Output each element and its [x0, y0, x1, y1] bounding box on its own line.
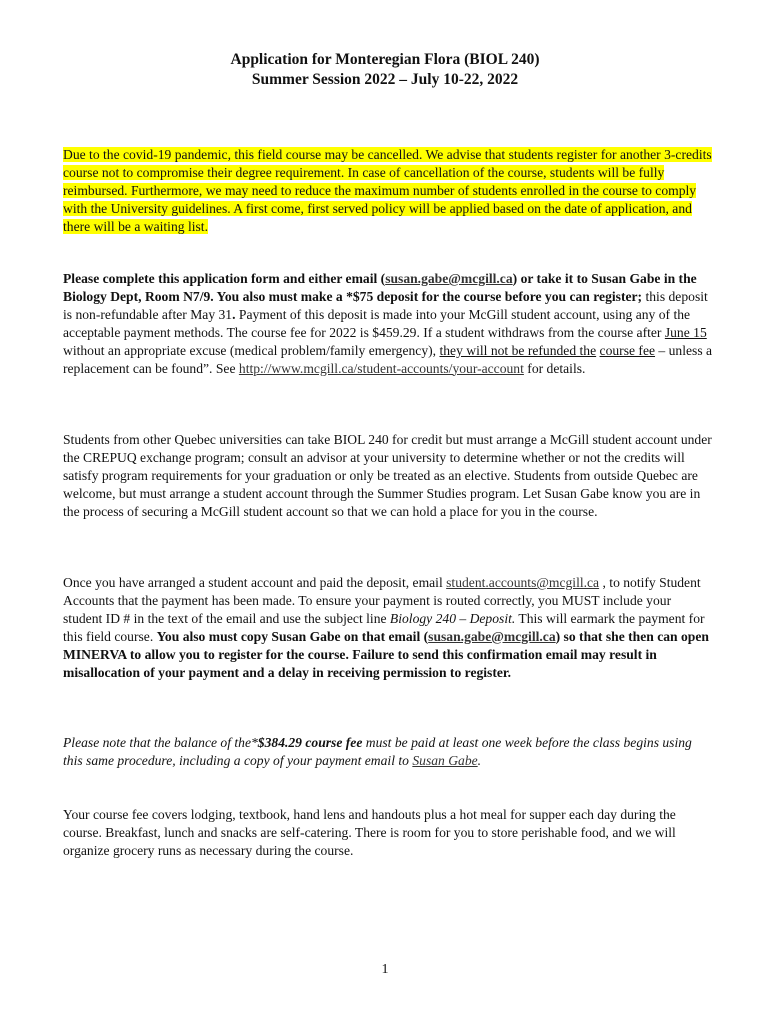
deposit-email-text-2: , to notify Student Accounts that the payment has been made. To ensure your payment is routed correctly, you MUST include your student ID # in the text of the email and use the subject line	[63, 575, 701, 626]
page-number: 1	[381, 962, 389, 977]
email-link-student-accounts[interactable]: student.accounts@mcgill.ca	[446, 575, 600, 590]
course-fee-coverage-paragraph	[63, 806, 713, 860]
instructions-bold-2: ) or take it to Susan Gabe in the Biology Dept, Room N7/9. You also must make a *$75 deposit for the course before you can register;	[63, 271, 697, 304]
deposit-email-text-3: This will earmark the payment for this field course.	[63, 610, 705, 644]
copy-susan-bold-2: ) so that she then can open MINERVA to allow you to register for the course. Failure to send this confirmation email may result in misallocation of your payment and a delay in receiving permission to register.	[63, 628, 709, 680]
balance-fee: $384.29 course fee	[257, 735, 363, 750]
deposit-email-text-1: Once you have arranged a student account and paid the deposit, email	[63, 575, 447, 590]
email-subject-line: Biology 240 – Deposit.	[389, 610, 516, 626]
document-title	[0, 50, 770, 90]
copy-susan-bold-1: You also must copy Susan Gabe on that email (	[156, 628, 429, 644]
covid-notice	[63, 146, 713, 236]
application-instructions	[63, 270, 713, 377]
other-universities-paragraph	[63, 431, 713, 521]
deposit-email-paragraph	[63, 574, 713, 681]
course-fee-coverage-text: Your course fee covers lodging, textbook, hand lens and handouts plus a hot meal for supper each day during the course. Breakfast, lunch and snacks are self-catering. There is room for you to store perishable food, and we will organize grocery runs as necessary during the course.	[63, 807, 676, 858]
not-refunded-text: they will not be refunded the	[439, 342, 597, 358]
replacement-text: – unless a replacement can be found”. See	[63, 342, 713, 376]
title-line-2: Summer Session 2022 – July 10-22, 2022	[251, 71, 519, 88]
email-link-susan[interactable]: susan.gabe@mcgill.ca	[385, 271, 513, 286]
period-bold: .	[232, 306, 236, 322]
deposit-refund-text: this deposit is non-refundable after May 31	[63, 288, 708, 322]
balance-note-text-2: must be paid at least one week before the class begins using this same procedure, including a copy of your payment email to	[63, 735, 692, 768]
course-fee-text: course fee	[599, 342, 656, 358]
payment-text: Payment of this deposit is made into your McGill student account, using any of the acceptable payment methods. The course fee for 2022 is $459.29. If a student withdraws from the course after	[63, 306, 691, 340]
details-text: for details.	[523, 360, 586, 376]
other-universities-text: Students from other Quebec universities can take BIOL 240 for credit but must arrange a McGill student account under the CREPUQ exchange program; consult an advisor at your university to determine whether or not the credits will satisfy program requirements for your graduation or only be treated as an elective. Students from outside Quebec are welcome, but must arrange a student account through the Summer Studies program. Let Susan Gabe know you are in the process of securing a McGill student account so that we can hold a place for you in the course.	[63, 432, 712, 519]
balance-note-text-1: Please note that the balance of the*	[63, 735, 258, 750]
covid-notice-text: Due to the covid-19 pandemic, this field course may be cancelled. We advise that students register for another 3-credits course not to compromise their degree requirement. In case of cancellation of the course, students will be fully reimbursed. Furthermore, we may need to reduce the maximum number of students enrolled in the course to comply with the University guidelines. A first come, first served policy will be applied based on the date of application, and there will be a waiting list.	[63, 147, 712, 234]
title-line-1: Application for Monteregian Flora (BIOL 240)	[230, 51, 540, 68]
email-link-susan-2[interactable]: susan.gabe@mcgill.ca	[428, 628, 556, 644]
withdraw-text: without an appropriate excuse (medical problem/family emergency),	[63, 342, 440, 358]
instructions-bold-1: Please complete this application form and either email (	[63, 271, 386, 286]
susan-gabe-link[interactable]: Susan Gabe	[412, 752, 478, 768]
balance-note-paragraph: Please note that the balance of the*$384.29 course fee must be paid at least one week before the class begins using this same procedure, including a copy of your payment email to Susan Gabe.	[63, 735, 692, 768]
withdraw-date: June 15	[664, 324, 707, 340]
student-accounts-url-link[interactable]: http://www.mcgill.ca/student-accounts/your-account	[238, 360, 524, 376]
